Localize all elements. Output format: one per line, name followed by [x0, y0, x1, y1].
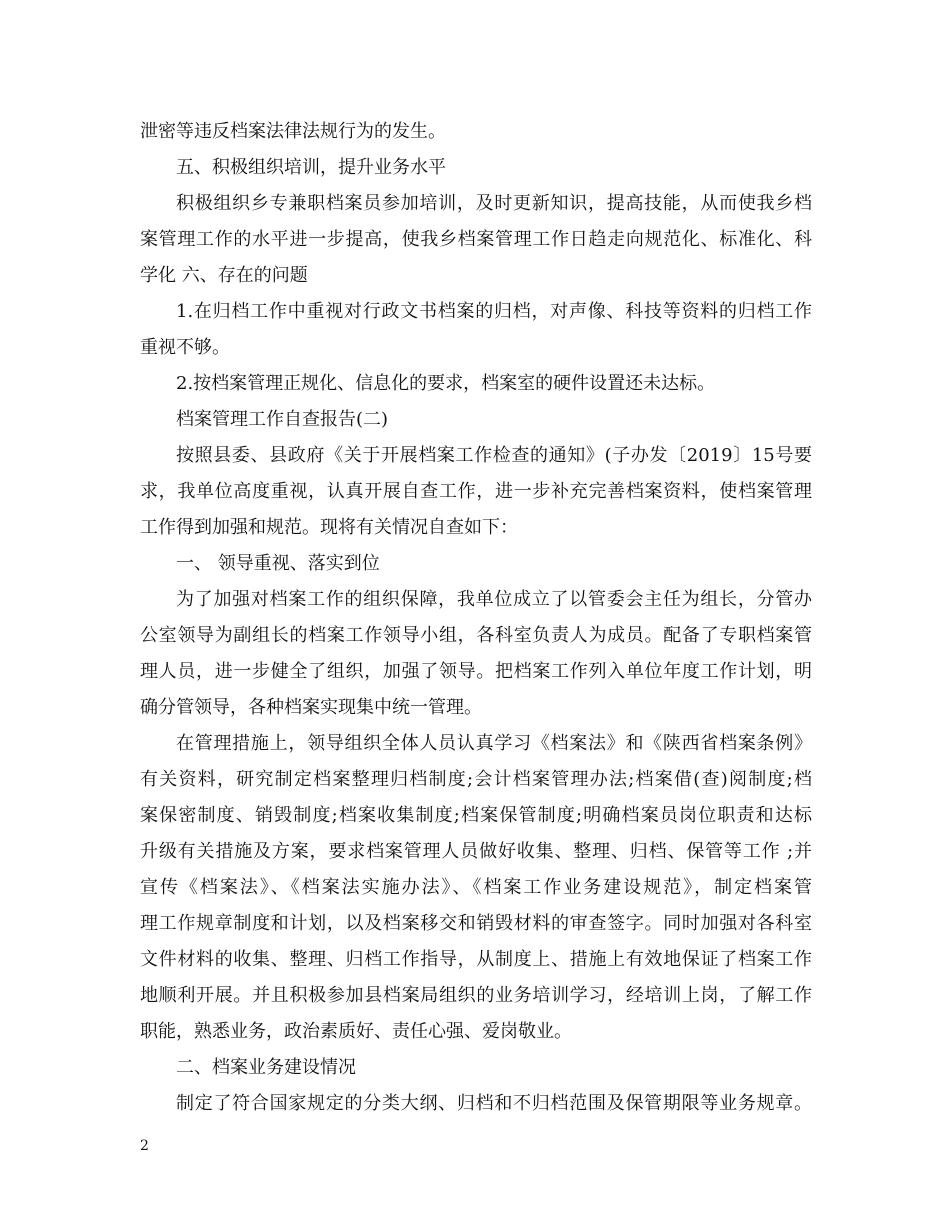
text-line: 一、 领导重视、落实到位: [176, 553, 380, 574]
text-line: 1.在归档工作中重视对行政文书档案的归档，对声像、科技等资料的归档工作: [176, 301, 812, 322]
text-line: 泄密等违反档案法律法规行为的发生。: [140, 121, 446, 142]
text-line: 理工作规章制度和计划，以及档案移交和销毁材料的审查签字。同时加强对各科室: [140, 913, 812, 934]
page-number: 2: [140, 1138, 149, 1154]
text-line: 地顺利开展。并且积极参加县档案局组织的业务培训学习，经培训上岗，了解工作: [140, 985, 812, 1006]
text-line: 宣传《档案法》、《档案法实施办法》、《档案工作业务建设规范》，制定档案管: [140, 877, 812, 898]
text-line: 案保密制度、销毁制度;档案收集制度;档案保管制度;明确档案员岗位职责和达标: [140, 805, 812, 826]
text-line: 理人员，进一步健全了组织，加强了领导。把档案工作列入单位年度工作计划，明: [140, 661, 812, 682]
text-line: 五、积极组织培训，提升业务水平: [176, 157, 446, 178]
text-line: 案管理工作的水平进一步提高，使我乡档案管理工作日趋走向规范化、标准化、科: [140, 229, 812, 250]
text-line: 工作得到加强和规范。现将有关情况自查如下：: [140, 517, 518, 538]
text-line: 按照县委、县政府《关于开展档案工作检查的通知》(子办发〔2019〕15号要: [176, 445, 812, 466]
text-line: 文件材料的收集、整理、归档工作指导，从制度上、措施上有效地保证了档案工作: [140, 949, 812, 970]
text-line: 求，我单位高度重视，认真开展自查工作，进一步补充完善档案资料，使档案管理: [140, 481, 812, 502]
text-line: 二、档案业务建设情况: [176, 1057, 356, 1078]
text-line: 学化 六、存在的问题: [140, 265, 308, 286]
text-line: 在管理措施上，领导组织全体人员认真学习《档案法》和《陕西省档案条例》: [176, 733, 812, 754]
text-line: 2.按档案管理正规化、信息化的要求，档案室的硬件设置还未达标。: [176, 373, 716, 394]
text-line: 有关资料，研究制定档案整理归档制度;会计档案管理办法;档案借(查)阅制度;档: [140, 769, 812, 790]
text-line: 积极组织乡专兼职档案员参加培训，及时更新知识，提高技能，从而使我乡档: [176, 193, 812, 214]
text-line: 档案管理工作自查报告(二): [176, 409, 389, 430]
text-line: 升级有关措施及方案，要求档案管理人员做好收集、整理、归档、保管等工作 ;并: [140, 841, 812, 862]
text-line: 为了加强对档案工作的组织保障，我单位成立了以管委会主任为组长，分管办: [176, 589, 812, 610]
text-line: 确分管领导，各种档案实现集中统一管理。: [140, 697, 482, 718]
text-line: 重视不够。: [140, 337, 230, 358]
document-body: [140, 114, 812, 1122]
text-line: 职能，熟悉业务，政治素质好、责任心强、爱岗敬业。: [140, 1021, 572, 1042]
text-line: 制定了符合国家规定的分类大纲、归档和不归档范围及保管期限等业务规章。: [176, 1093, 812, 1114]
text-line: 公室领导为副组长的档案工作领导小组，各科室负责人为成员。配备了专职档案管: [140, 625, 812, 646]
